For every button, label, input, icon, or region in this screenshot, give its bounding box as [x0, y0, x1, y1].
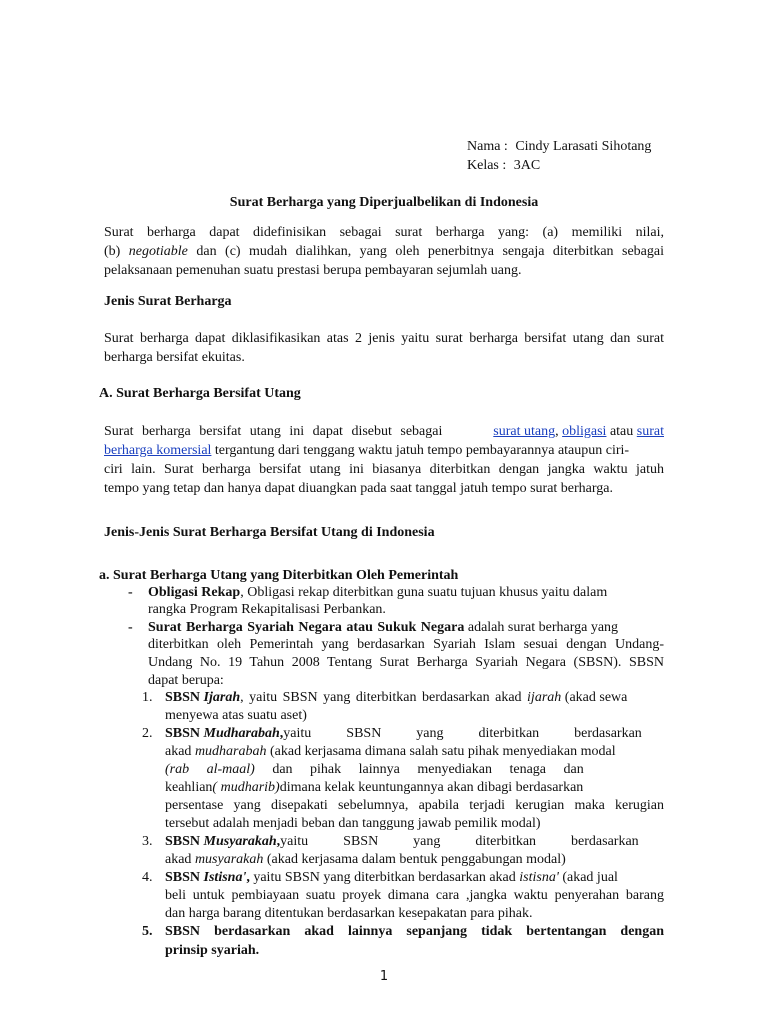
list-item-2-line-1: SBSN Mudharabah,yaitu SBSN yang diterbitkan berdasarkan: [165, 726, 642, 741]
link-surat[interactable]: surat: [636, 424, 664, 439]
link-berharga-komersial[interactable]: berharga komersial: [104, 443, 212, 458]
nama-label: Nama :: [467, 139, 508, 154]
bullet-2-line-4: dapat berupa:: [148, 673, 224, 688]
list-item-2-line-5: persentase yang disepakati sebelumnya, apabila terjadi kerugian maka kerugian: [165, 798, 664, 813]
list-item-1-line-2: menyewa atas suatu aset): [165, 708, 307, 723]
kelas-row: [467, 158, 540, 174]
list-item-2-line-2: akad mudharabah (akad kerjasama dimana salah satu pihak menyediakan modal: [165, 744, 616, 759]
bullet-dash-1: -: [128, 585, 133, 600]
jenis-heading: Jenis Surat Berharga: [104, 294, 232, 309]
list-item-5-line-1: SBSN berdasarkan akad lainnya sepanjang tidak bertentangan dengan: [165, 924, 664, 939]
list-num-1: 1.: [142, 690, 153, 705]
nama-row: [467, 139, 651, 155]
list-item-4-line-2: beli untuk pembiayaan suatu proyek dimana cara ,jangka waktu penyerahan barang: [165, 888, 664, 903]
intro-line-2: (b) negotiable dan (c) mudah dialihkan, yang oleh penerbitnya sengaja diterbitkan sebagai: [104, 244, 664, 259]
section-a-line-1: Surat berharga bersifat utang ini dapat disebut sebagai surat utang, obligasi atau surat: [104, 424, 664, 439]
list-item-2-line-3: (rab al-maal) dan pihak lainnya menyediakan tenaga dan: [165, 762, 584, 777]
bullet-dash-2: -: [128, 620, 133, 635]
list-num-5: 5.: [142, 924, 153, 939]
intro-line-3: pelaksanaan pemenuhan suatu prestasi berupa pembayaran sejumlah uang.: [104, 263, 522, 278]
list-item-3-line-1: SBSN Musyarakah,yaitu SBSN yang diterbitkan berdasarkan: [165, 834, 639, 849]
bullet-2-line-1: Surat Berharga Syariah Negara atau Sukuk Negara adalah surat berharga yang: [148, 620, 619, 635]
kelas-label: Kelas :: [467, 158, 507, 173]
intro-line-1: Surat berharga dapat didefinisikan sebagai surat berharga yang: (a) memiliki nilai,: [104, 225, 664, 240]
kelas-value: 3AC: [513, 158, 541, 173]
sub-a-heading: a. Surat Berharga Utang yang Diterbitkan Oleh Pemerintah: [99, 568, 459, 583]
section-a-line-2: berharga komersial tergantung dari tenggang waktu jatuh tempo pembayarannya ataupun ciri-: [104, 443, 630, 458]
section-a-heading: A. Surat Berharga Bersifat Utang: [99, 386, 301, 401]
list-num-2: 2.: [142, 726, 153, 741]
page-title: Surat Berharga yang Diperjualbelikan di Indonesia: [229, 195, 539, 210]
section-a-line-4: tempo yang tetap dan hanya dapat diuangkan pada saat tanggal jatuh tempo surat berharga.: [104, 481, 614, 496]
jenis-line-1: Surat berharga dapat diklasifikasikan atas 2 jenis yaitu surat berharga bersifat utang dan surat: [104, 331, 664, 346]
bullet-2-line-2: diterbitkan oleh Pemerintah yang berdasarkan Syariah Islam sesuai dengan Undang-: [148, 637, 664, 652]
bullet-2-line-3: Undang No. 19 Tahun 2008 Tentang Surat Berharga Syariah Negara (SBSN). SBSN: [148, 655, 664, 670]
list-item-5-line-2: prinsip syariah.: [165, 943, 260, 958]
list-item-2-line-4: keahlian( mudharib)dimana kelak keuntungannya akan dibagi berdasarkan: [165, 780, 584, 795]
page-number: 1: [379, 969, 389, 984]
nama-value: Cindy Larasati Sihotang: [515, 139, 652, 154]
list-item-4-line-3: dan harga barang ditentukan berdasarkan kesepakatan para pihak.: [165, 906, 533, 921]
list-item-4-line-1: SBSN Istisna', yaitu SBSN yang diterbitkan berdasarkan akad istisna' (akad jual: [165, 870, 618, 885]
list-item-3-line-2: akad musyarakah (akad kerjasama dalam bentuk penggabungan modal): [165, 852, 566, 867]
bullet-1-line-2: rangka Program Rekapitalisasi Perbankan.: [148, 602, 386, 617]
list-item-1-line-1: SBSN Ijarah, yaitu SBSN yang diterbitkan berdasarkan akad ijarah (akad sewa: [165, 690, 628, 705]
link-surat-utang[interactable]: surat utang: [493, 424, 556, 439]
jenis-jenis-heading: Jenis-Jenis Surat Berharga Bersifat Utang di Indonesia: [104, 525, 435, 540]
list-num-3: 3.: [142, 834, 153, 849]
jenis-line-2: berharga bersifat ekuitas.: [104, 350, 245, 365]
list-num-4: 4.: [142, 870, 153, 885]
section-a-line-3: ciri lain. Surat berharga bersifat utang ini biasanya diterbitkan dengan jangka waktu jatuh: [104, 462, 664, 477]
bullet-1-line-1: Obligasi Rekap , Obligasi rekap diterbitkan guna suatu tujuan khusus yaitu dalam: [148, 585, 608, 600]
link-obligasi[interactable]: obligasi: [562, 424, 607, 439]
list-item-2-line-6: tersebut adalah menjadi beban dan tanggung jawab pemilik modal): [165, 816, 541, 831]
